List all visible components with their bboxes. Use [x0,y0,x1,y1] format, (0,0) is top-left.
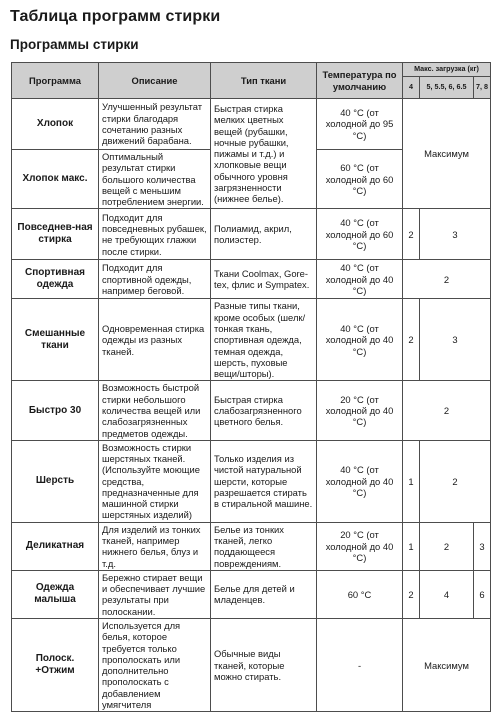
program-load-5-6: 4 [420,570,474,618]
program-temperature: 20 °C (от холодной до 40 °C) [317,522,403,570]
header-load-5-6: 5, 5.5, 6, 6.5 [420,77,474,99]
program-name: Хлопок макс. [12,150,99,209]
program-name: Спортивная одежда [12,260,99,299]
program-name: Хлопок [12,99,99,150]
header-fabric: Тип ткани [211,63,317,99]
page-title: Таблица программ стирки [10,8,221,25]
header-description: Описание [99,63,211,99]
program-fabric: Полиамид, акрил, полиэстер. [211,209,317,260]
program-load-4: 1 [403,440,420,522]
program-max-load: Максимум [403,99,491,209]
program-load-5-8: 2 [420,440,491,522]
program-description: Возможность быстрой стирки небольшого количества вещей или слабозагрязненных предметов одежды. [99,381,211,440]
program-max-load: 2 [403,381,491,440]
program-fabric: Быстрая стирка мелких цветных вещей (рубашки, ночные рубашки, пижамы и т.д.) и хлопковые вещи обычного уровня загрязненности (нижнее белье). [211,99,317,209]
program-description: Улучшенный результат стирки благодаря сочетанию разных движений барабана. [99,99,211,150]
section-subtitle: Программы стирки [10,37,139,52]
program-temperature: 20 °C (от холодной до 40 °C) [317,381,403,440]
program-description: Возможность стирки шерстяных тканей. (Используйте моющие средства, предназначенные для машинной стирки шерстяных изделий) [99,440,211,522]
program-fabric: Разные типы ткани, кроме особых (шелк/тонкая ткань, спортивная одежда, темная одежда, шерсть, пуховые вещи/шторы). [211,299,317,381]
program-fabric: Ткани Coolmax, Gore-tex, флис и Sympatex. [211,260,317,299]
program-description: Одновременная стирка одежды из разных тканей. [99,299,211,381]
program-load-7-8: 3 [474,522,491,570]
program-load-5-8: 3 [420,299,491,381]
program-temperature: 40 °C (от холодной до 40 °C) [317,440,403,522]
program-load-4: 2 [403,570,420,618]
header-program: Программа [12,63,99,99]
program-max-load: Максимум [403,619,491,712]
table-row [12,522,491,570]
table-row [12,570,491,618]
program-temperature: - [317,619,403,712]
header-max-load: Макс. загрузка (кг) [403,63,491,77]
wash-programs-table [11,62,491,712]
program-description: Оптимальный результат стирки большого количества вещей с меньшим потреблением энергии. [99,150,211,209]
program-name: Смешанные ткани [12,299,99,381]
program-fabric: Белье для детей и младенцев. [211,570,317,618]
table-row [12,381,491,440]
table-row [12,209,491,260]
header-temperature: Температура по умолчанию [317,63,403,99]
program-temperature: 40 °C (от холодной до 40 °C) [317,299,403,381]
program-description: Подходит для спортивной одежды, например беговой. [99,260,211,299]
program-temperature: 60 °C (от холодной до 60 °C) [317,150,403,209]
table-row [12,299,491,381]
program-load-4: 2 [403,209,420,260]
program-load-4: 2 [403,299,420,381]
program-name: Полоск. +Отжим [12,619,99,712]
program-description: Подходит для повседневных рубашек, не требующих глажки после стирки. [99,209,211,260]
program-name: Повседнев-ная стирка [12,209,99,260]
table-row [12,99,491,150]
table-row [12,260,491,299]
program-load-5-6: 2 [420,522,474,570]
program-name: Деликатная [12,522,99,570]
program-temperature: 40 °C (от холодной до 60 °C) [317,209,403,260]
table-row [12,619,491,712]
table-row [12,440,491,522]
program-description: Для изделий из тонких тканей, например нижнего белья, блуз и т.д. [99,522,211,570]
program-fabric: Белье из тонких тканей, легко поддающееся повреждениям. [211,522,317,570]
program-fabric: Обычные виды тканей, которые можно стирать. [211,619,317,712]
program-load-4: 1 [403,522,420,570]
program-name: Шерсть [12,440,99,522]
program-fabric: Быстрая стирка слабозагрязненного цветного белья. [211,381,317,440]
header-load-4: 4 [403,77,420,99]
program-name: Одежда малыша [12,570,99,618]
program-max-load: 2 [403,260,491,299]
program-temperature: 60 °C [317,570,403,618]
header-load-7-8: 7, 8 [474,77,491,99]
program-temperature: 40 °C (от холодной до 95 °C) [317,99,403,150]
program-load-7-8: 6 [474,570,491,618]
program-description: Бережно стирает вещи и обеспечивает лучшие результаты при полоскании. [99,570,211,618]
program-load-5-8: 3 [420,209,491,260]
program-temperature: 40 °C (от холодной до 40 °C) [317,260,403,299]
program-name: Быстро 30 [12,381,99,440]
program-fabric: Только изделия из чистой натуральной шерсти, которые разрешается стирать в стиральной машине. [211,440,317,522]
program-description: Используется для белья, которое требуется только прополоскать или дополнительно прополоскать с добавлением умягчителя [99,619,211,712]
